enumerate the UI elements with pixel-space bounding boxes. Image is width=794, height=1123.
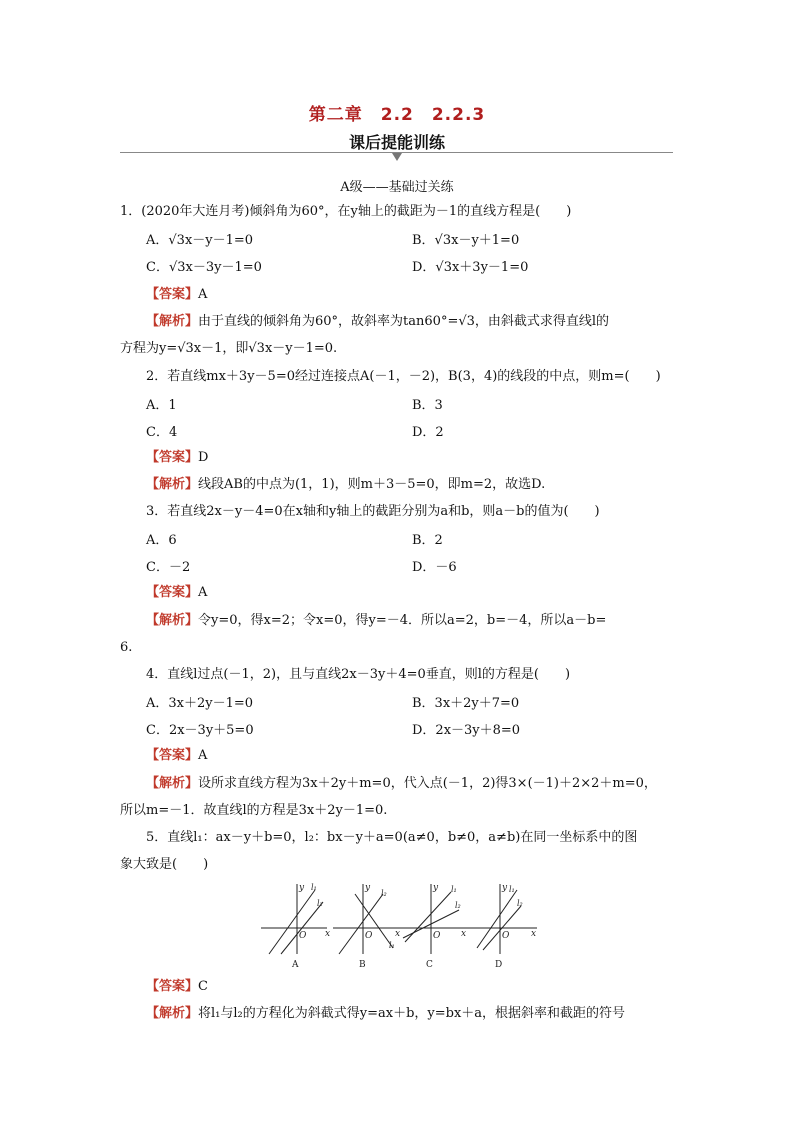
q1-explanation-line-1: 由于直线的倾斜角为60°，故斜率为tan60°=√3，由斜截式求得直线l的: [198, 314, 610, 329]
label-l1: l₁: [311, 883, 317, 892]
answer-label: 【答案】: [146, 585, 199, 600]
q2-explanation: [146, 475, 706, 495]
q4-option-d: D．2x－3y＋8=0: [412, 723, 521, 738]
q5-answer-value: C: [198, 979, 208, 994]
explanation-label: 【解析】: [146, 776, 199, 791]
q2-explanation-line-1: 线段AB的中点为(1，1)，则m＋3－5=0，即m=2，故选D.: [198, 477, 546, 492]
axis-label-x: x: [461, 929, 467, 939]
q1-option-b: B．√3x－y＋1=0: [412, 233, 520, 248]
q1-explanation-line-2: 方程为y=√3x－1，即√3x－y－1=0.: [120, 341, 338, 356]
q3-option-a: A．6: [146, 533, 177, 548]
figure-panel-c: [397, 884, 467, 954]
label-l2: l₂: [381, 889, 387, 898]
explanation-label: 【解析】: [146, 314, 199, 329]
down-triangle-icon: [392, 153, 402, 161]
q5-explanation: [146, 1004, 706, 1024]
label-l2: l₂: [517, 899, 523, 908]
question-5-stem-line-2: 象大致是( ): [120, 857, 209, 872]
answer-label: 【答案】: [146, 979, 199, 994]
q5-explanation-line-1: 将l₁与l₂的方程化为斜截式得y=ax＋b，y=bx＋a，根据斜率和截距的符号: [198, 1006, 626, 1021]
q1-option-a: A．√3x－y－1=0: [146, 233, 254, 248]
q4-explanation: [146, 774, 706, 794]
axis-label-y: y: [433, 883, 439, 893]
q1-answer-value: A: [198, 287, 208, 302]
figure-panel-a: [261, 884, 327, 954]
figure-panel-d: [467, 884, 537, 954]
q3-explanation-line-2: 6.: [120, 640, 133, 655]
q4-option-b: B．3x＋2y＋7=0: [412, 696, 520, 711]
line-l1: [477, 890, 517, 948]
q2-answer: [146, 448, 706, 468]
panel-label-a: A: [292, 960, 299, 970]
question-2-stem: 2．若直线mx＋3y－5=0经过连接点A(－1，－2)，B(3，4)的线段的中点，则m=( ): [146, 369, 661, 384]
q3-answer-value: A: [198, 585, 208, 600]
q2-option-b: B．3: [412, 398, 443, 413]
origin-label: O: [299, 931, 307, 941]
q2-option-c: C．4: [146, 425, 178, 440]
label-l1: l₁: [509, 885, 515, 894]
q2-option-d: D．2: [412, 425, 444, 440]
question-3-stem: 3．若直线2x－y－4=0在x轴和y轴上的截距分别为a和b，则a－b的值为( ): [146, 504, 600, 519]
q4-explanation-line-2: 所以m=－1．故直线l的方程是3x＋2y－1=0.: [120, 803, 388, 818]
q3-answer: [146, 583, 706, 603]
q1-explanation: [146, 312, 706, 332]
q4-explanation-line-1: 设所求直线方程为3x＋2y＋m=0，代入点(－1，2)得3×(－1)＋2×2＋m=0，: [198, 776, 657, 791]
answer-label: 【答案】: [146, 748, 199, 763]
answer-label: 【答案】: [146, 287, 199, 302]
answer-label: 【答案】: [146, 450, 199, 465]
label-l1: l₁: [389, 941, 395, 950]
q2-option-a: A．1: [146, 398, 177, 413]
q4-answer: [146, 746, 706, 766]
origin-label: O: [502, 931, 510, 941]
panel-label-b: B: [359, 960, 366, 970]
explanation-label: 【解析】: [146, 477, 199, 492]
question-1-stem: 1．(2020年大连月考)倾斜角为60°，在y轴上的截距为－1的直线方程是( ): [120, 204, 572, 219]
q2-answer-value: D: [198, 450, 209, 465]
line-l1: [355, 894, 393, 948]
q4-option-a: A．3x＋2y－1=0: [146, 696, 254, 711]
axis-label-y: y: [299, 883, 305, 893]
label-l1: l₁: [451, 885, 457, 894]
q3-option-b: B．2: [412, 533, 443, 548]
q4-option-c: C．2x－3y＋5=0: [146, 723, 254, 738]
question-4-stem: 4．直线l过点(－1，2)，且与直线2x－3y＋4=0垂直，则l的方程是( ): [146, 667, 571, 682]
q3-option-d: D．－6: [412, 560, 457, 575]
section-title: A级——基础过关练: [340, 180, 454, 195]
origin-label: O: [365, 931, 373, 941]
axis-label-x: x: [395, 929, 401, 939]
label-l2: l₂: [455, 901, 461, 910]
explanation-label: 【解析】: [146, 613, 199, 628]
q5-figure: [255, 876, 545, 971]
q1-option-c: C．√3x－3y－1=0: [146, 260, 262, 275]
axis-label-y: y: [502, 883, 508, 893]
line-l1: [269, 890, 315, 954]
explanation-label: 【解析】: [146, 1006, 199, 1021]
q4-answer-value: A: [198, 748, 208, 763]
label-l2: l₂: [317, 899, 323, 908]
axis-label-y: y: [365, 883, 371, 893]
q3-explanation-line-1: 令y=0，得x=2；令x=0，得y=－4．所以a=2，b=－4，所以a－b=: [198, 613, 607, 628]
panel-label-c: C: [426, 960, 433, 970]
page-subtitle: 课后提能训练: [348, 133, 445, 152]
q1-answer: [146, 285, 706, 305]
q1-option-d: D．√3x＋3y－1=0: [412, 260, 529, 275]
origin-label: O: [433, 931, 441, 941]
question-5-stem: 5．直线l₁：ax－y＋b=0，l₂：bx－y＋a=0(a≠0，b≠0，a≠b)在同一坐标系中的图: [146, 830, 638, 845]
q3-explanation: [146, 611, 706, 631]
axis-label-x: x: [531, 929, 537, 939]
q5-answer: [146, 977, 706, 997]
panel-label-d: D: [495, 960, 503, 970]
q3-option-c: C．－2: [146, 560, 191, 575]
figure-panel-b: [333, 884, 397, 954]
chapter-heading: 第二章 2.2 2.2.3: [308, 105, 486, 125]
axis-label-x: x: [325, 929, 331, 939]
